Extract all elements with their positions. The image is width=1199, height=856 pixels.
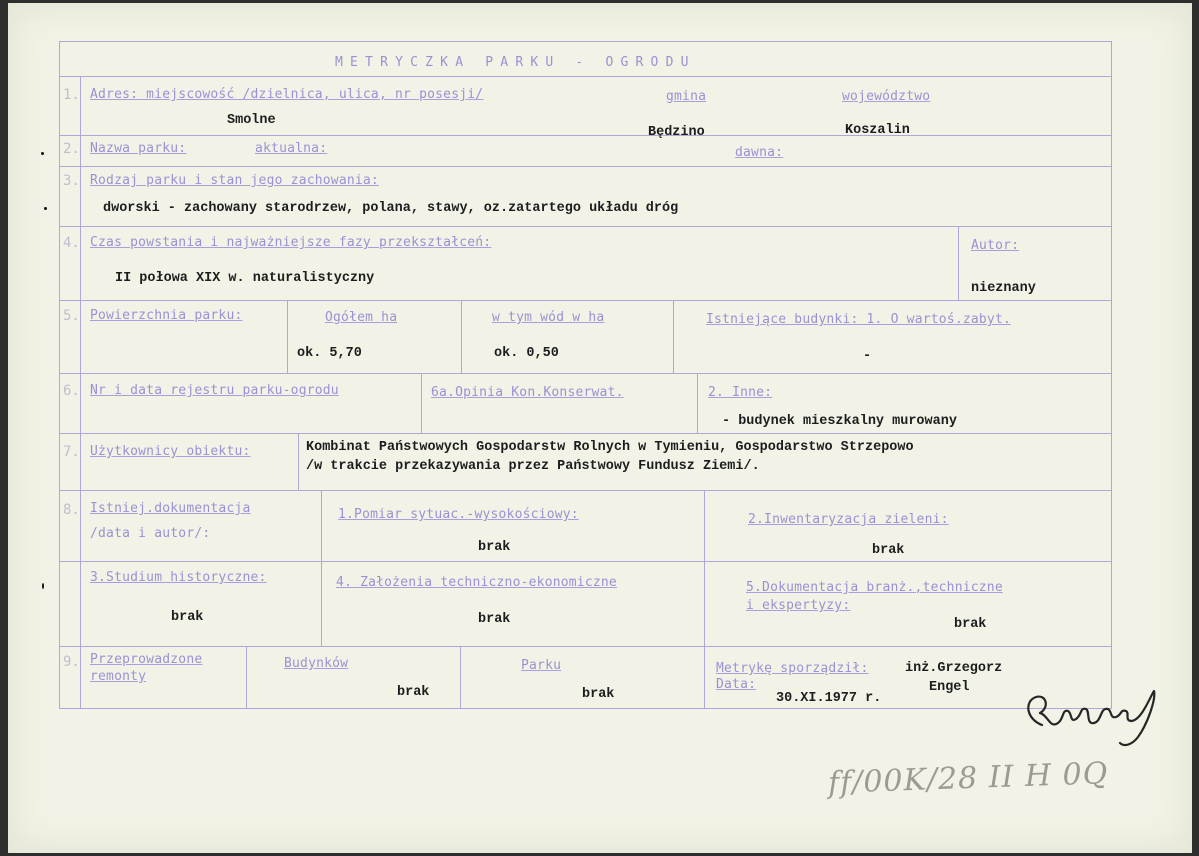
current-name-label: aktualna: (255, 141, 328, 156)
row-divider (59, 433, 1112, 434)
users-value-line1: Kombinat Państwowych Gospodarstw Rolnych w Tymieniu, Gospodarstwo Strzepowo (306, 440, 914, 455)
col-divider (287, 300, 288, 373)
survey-value: brak (478, 540, 511, 555)
author-label: Autor: (971, 238, 1020, 253)
col-divider (246, 646, 247, 709)
total-area-label: Ogółem ha (325, 310, 398, 325)
other-value: - budynek mieszkalny murowany (722, 414, 957, 429)
margin-mark (44, 207, 47, 210)
inventory-label: 2.Inwentaryzacja zieleni: (748, 512, 949, 527)
water-area-value: ok. 0,50 (494, 346, 559, 361)
assumptions-label: 4. Założenia techniczno-ekonomiczne (336, 575, 617, 590)
col-divider (697, 373, 698, 433)
author-value: nieznany (971, 281, 1036, 296)
users-value-line2: /w trakcie przekazywania przez Państwowy Fundusz Ziemi/. (306, 459, 760, 474)
section-number: 3. (63, 173, 80, 189)
address-value: Smolne (227, 113, 276, 128)
park-type-value: dworski - zachowany starodrzew, polana, stawy, oz.zatartego układu dróg (103, 201, 679, 216)
section-number: 8. (63, 502, 80, 518)
technical-docs-label-line1: 5.Dokumentacja branż.,techniczne (746, 580, 1003, 595)
gmina-label: gmina (666, 89, 707, 104)
row-divider (59, 166, 1112, 167)
technical-docs-value: brak (954, 617, 987, 632)
row-divider (59, 373, 1112, 374)
prepared-by-label: Metrykę sporządził: (716, 661, 869, 676)
register-label: Nr i data rejestru parku-ogrodu (90, 383, 339, 398)
renovations-label-line2: remonty (90, 669, 147, 684)
col-divider (704, 646, 705, 709)
row-divider (59, 490, 1112, 491)
handwritten-catalogue-number: ff/00K/28 II H 0Q (827, 756, 1109, 801)
origin-label: Czas powstania i najważniejsze fazy przekształceń: (90, 235, 492, 250)
date-label: Data: (716, 677, 757, 692)
row-divider (59, 135, 1112, 136)
park-type-label: Rodzaj parku i stan jego zachowania: (90, 173, 379, 188)
park-area-label: Powierzchnia parku: (90, 308, 243, 323)
park-name-label: Nazwa parku: (90, 141, 187, 156)
section-number: 1. (63, 87, 80, 103)
section-number: 2. (63, 141, 80, 157)
prepared-by-value-line1: inż.Grzegorz (905, 661, 1003, 676)
conservator-opinion-label: 6a.Opinia Kon.Konserwat. (431, 385, 624, 400)
technical-docs-label-line2: i ekspertyzy: (746, 598, 851, 613)
renovations-buildings-label: Budynków (284, 656, 349, 671)
col-divider (673, 300, 674, 373)
col-divider (321, 490, 322, 646)
row-divider (59, 226, 1112, 227)
history-study-label: 3.Studium historyczne: (90, 570, 267, 585)
form-paper (8, 3, 1192, 853)
row-divider (59, 646, 1112, 647)
origin-value: II połowa XIX w. naturalistyczny (115, 271, 375, 286)
renovations-park-label: Parku (521, 658, 562, 673)
row-divider (80, 561, 1112, 562)
total-area-value: ok. 5,70 (297, 346, 362, 361)
assumptions-value: brak (478, 612, 511, 627)
section-number: 5. (63, 308, 80, 324)
section-number: 4. (63, 235, 80, 251)
former-name-label: dawna: (735, 145, 784, 160)
col-divider (704, 490, 705, 646)
col-divider (461, 300, 462, 373)
form-title: METRYCZKA PARKU - OGRODU (335, 55, 696, 70)
section-number: 9. (63, 654, 80, 670)
renovations-buildings-value: brak (397, 685, 430, 700)
voivodeship-label: województwo (842, 89, 931, 104)
gmina-value: Będzino (648, 125, 705, 140)
other-label: 2. Inne: (708, 385, 773, 400)
survey-label: 1.Pomiar sytuac.-wysokościowy: (338, 507, 579, 522)
address-label: Adres: miejscowość /dzielnica, ulica, nr posesji/ (90, 87, 484, 102)
section-number: 6. (63, 383, 80, 399)
margin-mark (42, 583, 44, 589)
form-frame (59, 41, 1112, 709)
renovations-park-value: brak (582, 687, 615, 702)
inventory-value: brak (872, 543, 905, 558)
voivodeship-value: Koszalin (845, 123, 910, 138)
margin-mark (41, 152, 44, 155)
documentation-label-line1: Istniej.dokumentacja (90, 501, 251, 516)
col-divider (298, 433, 299, 490)
users-label: Użytkownicy obiektu: (90, 444, 251, 459)
number-column-divider (80, 76, 81, 709)
col-divider (958, 226, 959, 300)
documentation-label-line2: /data i autor/: (90, 526, 211, 541)
renovations-label-line1: Przeprowadzone (90, 652, 203, 667)
signature (1020, 679, 1170, 749)
buildings-label: Istniejące budynki: 1. O wartoś.zabyt. (706, 312, 1012, 327)
water-area-label: w tym wód w ha (492, 310, 605, 325)
prepared-by-value-line2: Engel (929, 680, 970, 695)
prepared-date-value: 30.XI.1977 r. (776, 691, 882, 706)
col-divider (460, 646, 461, 709)
section-number: 7. (63, 444, 80, 460)
col-divider (421, 373, 422, 433)
history-study-value: brak (171, 610, 204, 625)
buildings-value: - (863, 349, 872, 364)
row-divider (59, 300, 1112, 301)
row-divider (59, 76, 1112, 77)
